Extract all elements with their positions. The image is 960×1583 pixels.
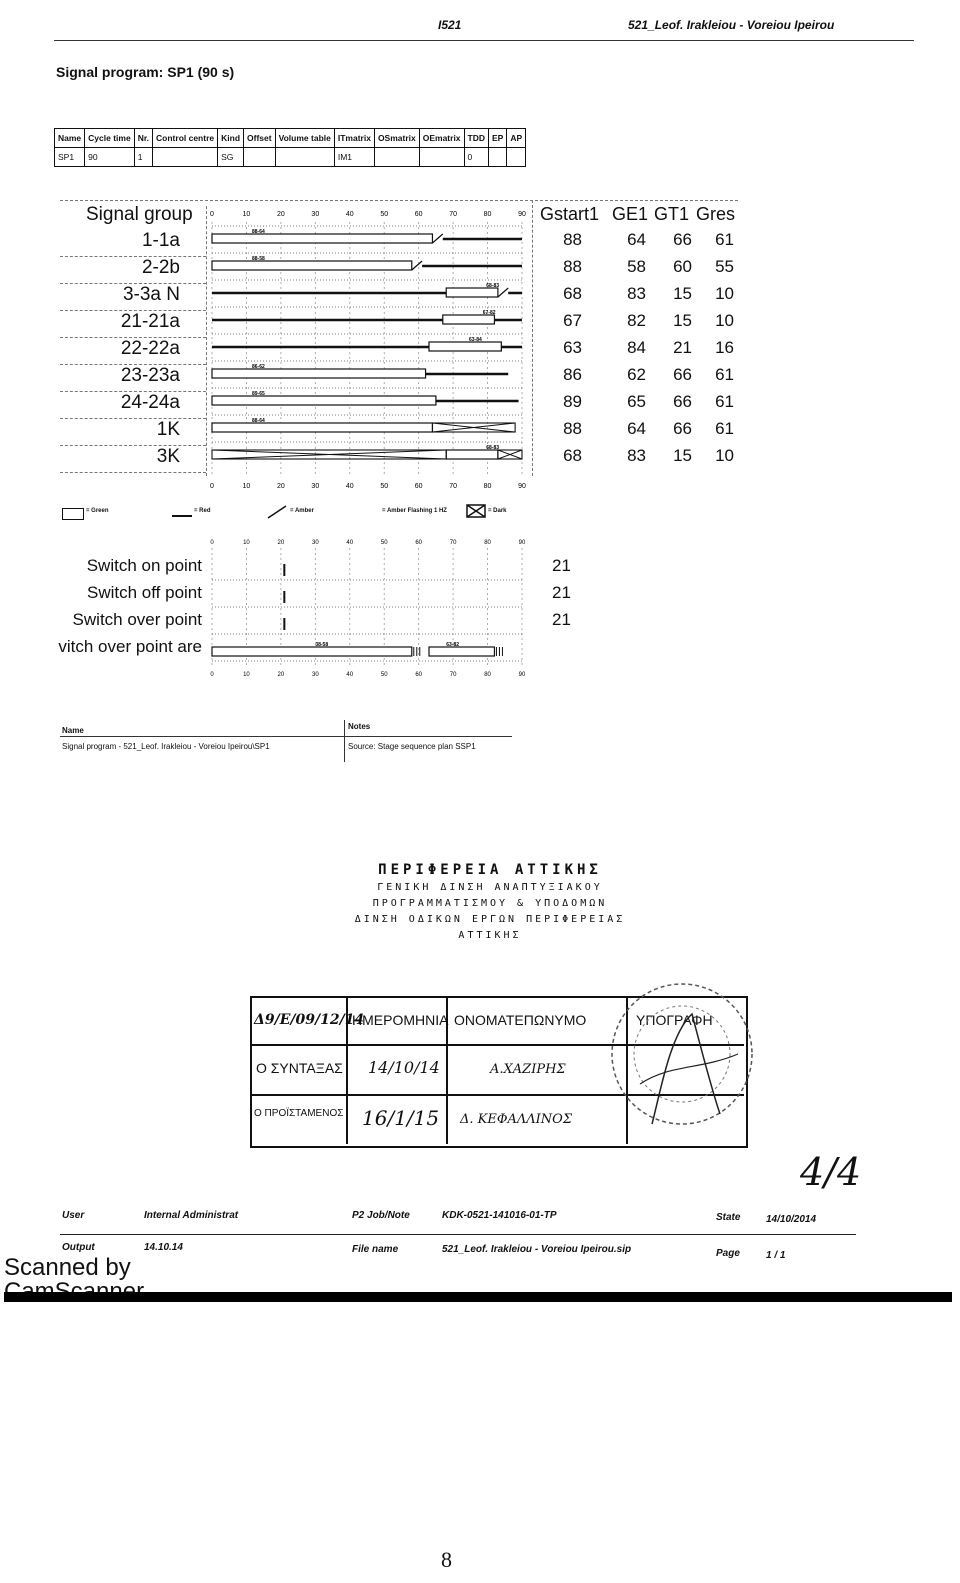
footer-file: 521_Leof. Irakleiou - Voreiou Ipeirou.sip (442, 1244, 632, 1255)
signal-value-cell: 60 (673, 257, 692, 276)
signal-value-cell: 67 (563, 311, 582, 330)
footer-job: KDK-0521-141016-01-TP (442, 1210, 557, 1221)
switch-label: vitch over point are (58, 637, 202, 656)
footer-output: 14.10.14 (144, 1242, 183, 1253)
header-rule (54, 40, 914, 41)
timeline-tick-label-bottom: 10 (242, 483, 251, 490)
signal-value-cell: 82 (627, 311, 646, 330)
switch-tick-label-bottom: 70 (449, 672, 457, 678)
signal-value-cell: 61 (715, 230, 734, 249)
signal-value-cell: 21 (673, 338, 692, 357)
green-phase-bar (212, 261, 412, 270)
signal-timeline (206, 200, 536, 500)
green-phase-bar (212, 396, 436, 405)
sig-name-1: Α.ΧΑΖΙΡΗΣ (490, 1062, 566, 1077)
meta-value-row: SP1 90 1 SG IM1 0 (55, 148, 526, 167)
switch-tick-label: 50 (380, 540, 388, 546)
signal-value-cell: 66 (673, 365, 692, 384)
notes-heading: Notes (348, 722, 371, 731)
page-bottom-bar (4, 1292, 952, 1302)
signal-value-cell: 68 (563, 284, 582, 303)
legend-amber: = Amber (290, 508, 314, 514)
timeline-tick-label: 90 (518, 211, 526, 218)
switch-bar-label: 63-82 (446, 642, 460, 648)
amber-phase-line (412, 261, 422, 270)
signal-value-cell: 65 (627, 392, 646, 411)
switch-tick-label-bottom: 50 (380, 672, 388, 678)
green-range-label: 89-65 (252, 391, 265, 397)
switch-tick-label: 90 (518, 540, 526, 546)
scanner-watermark-wrap (4, 1254, 272, 1281)
green-range-label: 88-58 (252, 256, 265, 262)
signal-value-cell: 15 (673, 446, 692, 465)
signal-value-cell: 10 (715, 284, 734, 303)
signal-group-name: 1K (156, 419, 180, 440)
switch-tick-label-bottom: 0 (210, 672, 214, 678)
official-seal (600, 974, 770, 1144)
switch-tick-label: 20 (277, 540, 285, 546)
signal-value-cell: 61 (715, 365, 734, 384)
timeline-tick-label-bottom: 20 (276, 483, 285, 490)
meta-table (54, 128, 526, 167)
signal-group-name: 23-23a (120, 365, 180, 386)
footer-rule (60, 1234, 856, 1235)
sig-role-1: Ο ΣΥΝΤΑΞΑΣ (256, 1060, 343, 1076)
footer-job-label: P2 Job/Note (352, 1210, 410, 1221)
switch-value: 21 (552, 556, 571, 575)
signal-group-name: 1-1a (141, 230, 180, 251)
footer-state: 14/10/2014 (766, 1214, 817, 1225)
green-range-label: 88-64 (252, 418, 265, 424)
signal-group-heading: Signal group (86, 204, 193, 225)
footer-page: 1 / 1 (766, 1250, 786, 1261)
green-swatch (62, 508, 84, 520)
timeline-tick-label-bottom: 70 (449, 483, 458, 490)
stamp-line-3: ΠΡΟΓΡΑΜΜΑΤΙΣΜΟΥ & ΥΠΟΔΟΜΩΝ (372, 898, 608, 909)
stamp-line-1: ΠΕΡΙΦΕΡΕΙΑ ΑΤΤΙΚΗΣ (378, 862, 602, 878)
green-range-label: 68-83 (486, 283, 500, 289)
switch-tick-label: 40 (346, 540, 354, 546)
green-phase-bar (429, 342, 501, 351)
signal-value-cell: 10 (715, 446, 734, 465)
meta-header-row: Name Cycle time Nr. Control centre Kind Offset Volume table ITmatrix OSmatrix OEmatrix TDD EP AP (55, 129, 526, 148)
green-phase-bar (212, 423, 432, 432)
legend-dark: = Dark (488, 508, 507, 514)
footer-file-label: File name (352, 1244, 399, 1255)
signal-value-cell: 15 (673, 284, 692, 303)
signal-value-cell: 64 (627, 419, 646, 438)
green-range-label: 86-62 (252, 364, 265, 370)
green-range-label: 68-83 (486, 445, 500, 451)
signal-value-cell: 62 (627, 365, 646, 384)
timeline-tick-label: 50 (380, 211, 389, 218)
switch-tick-label: 70 (449, 540, 457, 546)
signal-value-cell: 16 (715, 338, 734, 357)
signal-value-cell: 58 (627, 257, 646, 276)
col-gstart1: Gstart1 (540, 204, 600, 224)
green-phase-bar (212, 369, 426, 378)
signal-value-cell: 10 (715, 311, 734, 330)
name-rule (60, 736, 512, 737)
page-mark: 4/4 (800, 1150, 862, 1194)
switch-tick-label-bottom: 60 (415, 672, 423, 678)
stamp-line-2: ΓΕΝΙΚΗ ΔΙΝΣΗ ΑΝΑΠΤΥΞΙΑΚΟΥ (377, 882, 603, 893)
timeline-tick-label-bottom: 60 (414, 483, 423, 490)
timeline-tick-label: 0 (210, 211, 214, 218)
col-ge1: GE1 (612, 204, 649, 224)
red-swatch (172, 515, 192, 517)
sig-date-2: 16/1/15 (362, 1106, 440, 1130)
signal-value-cell: 61 (715, 419, 734, 438)
col-gres: Gres (696, 204, 736, 224)
signal-group-name: 3K (156, 446, 180, 467)
page-number: 8 (441, 1547, 452, 1572)
signal-group-name: 22-22a (120, 338, 180, 359)
signal-value-cell: 88 (563, 257, 582, 276)
amber-phase-line (498, 288, 508, 297)
signal-group-name: 2-2b (141, 257, 180, 278)
page-title: Signal program: SP1 (90 s) (56, 64, 235, 80)
sig-role-2: Ο ΠΡΟΪΣΤΑΜΕΝΟΣ (254, 1108, 344, 1119)
dark-swatch (466, 504, 486, 518)
signal-group-name: 24-24a (120, 392, 180, 413)
signal-value-cell: 88 (563, 419, 582, 438)
footer-user: Internal Administrat (144, 1210, 239, 1221)
signal-value-cell: 64 (627, 230, 646, 249)
sig-head-name: ΟΝΟΜΑΤΕΠΩΝΥΜΟ (454, 1012, 587, 1028)
signal-value-cell: 68 (563, 446, 582, 465)
col-gt1: GT1 (654, 204, 690, 224)
switch-label: Switch on point (86, 556, 202, 575)
legend-flash: = Amber Flashing 1 HZ (382, 508, 447, 514)
amber-swatch (266, 504, 288, 520)
signal-value-cell: 55 (715, 257, 734, 276)
switch-value: 21 (552, 610, 571, 629)
notes-divider (344, 720, 345, 762)
program-name: Signal program - 521_Leof. Irakleiou - Voreiou Ipeirou\SP1 (62, 742, 270, 751)
timeline-tick-label-bottom: 90 (518, 483, 526, 490)
legend-green: = Green (86, 508, 109, 514)
sig-name-2: Δ. ΚΕΦΑΛΛΙΝΟΣ (460, 1112, 573, 1127)
signal-value-cell: 88 (563, 230, 582, 249)
sig-corner-date: Δ9/Ε/09/12/14 (254, 1012, 365, 1028)
switch-bar-label: 38-58 (315, 642, 329, 648)
switch-tick-label-bottom: 20 (277, 672, 285, 678)
switch-green-bar (429, 647, 494, 656)
footer-page-label: Page (716, 1248, 740, 1259)
switch-tick-label-bottom: 40 (346, 672, 354, 678)
timeline-tick-label: 20 (276, 211, 285, 218)
switch-tick-label-bottom: 30 (311, 672, 319, 678)
timeline-tick-label: 80 (483, 211, 492, 218)
switch-tick-label-bottom: 80 (484, 672, 491, 678)
switch-timeline (206, 536, 536, 682)
signal-value-cell: 84 (627, 338, 646, 357)
signal-value-cell: 66 (673, 419, 692, 438)
scanner-watermark: Scanned by (4, 1254, 131, 1281)
switch-tick-label-bottom: 90 (518, 672, 526, 678)
timeline-tick-label: 60 (414, 211, 423, 218)
switch-label: Switch over point (72, 610, 202, 629)
footer-output-label: Output (62, 1242, 95, 1253)
green-phase-bar (443, 315, 495, 324)
timeline-tick-label: 70 (449, 211, 458, 218)
timeline-tick-label-bottom: 80 (483, 483, 492, 490)
timeline-tick-label-bottom: 0 (210, 483, 214, 490)
timeline-tick-label: 30 (311, 211, 320, 218)
signal-value-cell: 83 (627, 446, 646, 465)
signal-group-name: 3-3a N (122, 284, 180, 305)
switch-value: 21 (552, 583, 571, 602)
sig-date-1: 14/10/14 (368, 1058, 440, 1077)
timeline-tick-label-bottom: 30 (311, 483, 320, 490)
green-range-label: 67-82 (482, 310, 496, 316)
switch-tick-label: 60 (415, 540, 423, 546)
program-code: I521 (438, 18, 462, 32)
switch-tick-label: 80 (484, 540, 491, 546)
green-phase-bar (446, 450, 498, 459)
sig-head-signature: ΥΠΟΓΡΑΦΗ (636, 1012, 713, 1028)
name-heading: Name (62, 726, 84, 735)
switch-green-bar (212, 647, 412, 656)
signal-value-cell: 61 (715, 392, 734, 411)
signal-group-name: 21-21a (120, 311, 180, 332)
signal-value-cell: 63 (563, 338, 582, 357)
switch-tick-label-bottom: 10 (243, 672, 250, 678)
program-notes: Source: Stage sequence plan SSP1 (348, 742, 476, 751)
location-title: 521_Leof. Irakleiou - Voreiou Ipeirou (628, 18, 835, 32)
switch-label: Switch off point (87, 583, 202, 602)
legend-red: = Red (194, 508, 211, 514)
green-phase-bar (446, 288, 498, 297)
green-range-label: 88-64 (252, 229, 265, 235)
footer-state-label: State (716, 1212, 741, 1223)
signal-value-cell: 66 (673, 392, 692, 411)
footer-user-label: User (62, 1210, 85, 1221)
stamp-line-5: ΑΤΤΙΚΗΣ (458, 930, 522, 941)
name-row-rule (60, 472, 206, 473)
signal-value-cell: 83 (627, 284, 646, 303)
timeline-tick-label: 40 (345, 211, 354, 218)
signal-value-cell: 86 (563, 365, 582, 384)
green-range-label: 63-84 (469, 337, 482, 343)
sig-head-date: ΗΜΕΡΟΜΗΝΙΑ (352, 1012, 449, 1028)
timeline-tick-label-bottom: 50 (380, 483, 389, 490)
switch-tick-label: 0 (210, 540, 214, 546)
timeline-tick-label-bottom: 40 (345, 483, 354, 490)
switch-tick-label: 30 (311, 540, 319, 546)
green-phase-bar (212, 234, 432, 243)
signal-value-cell: 89 (563, 392, 582, 411)
switch-tick-label: 10 (243, 540, 250, 546)
signal-value-cell: 15 (673, 311, 692, 330)
stamp-line-4: ΔΙΝΣΗ ΟΔΙΚΩΝ ΕΡΓΩΝ ΠΕΡΙΦΕΡΕΙΑΣ (354, 914, 626, 925)
timeline-tick-label: 10 (242, 211, 251, 218)
amber-phase-line (432, 234, 442, 243)
signal-value-cell: 66 (673, 230, 692, 249)
